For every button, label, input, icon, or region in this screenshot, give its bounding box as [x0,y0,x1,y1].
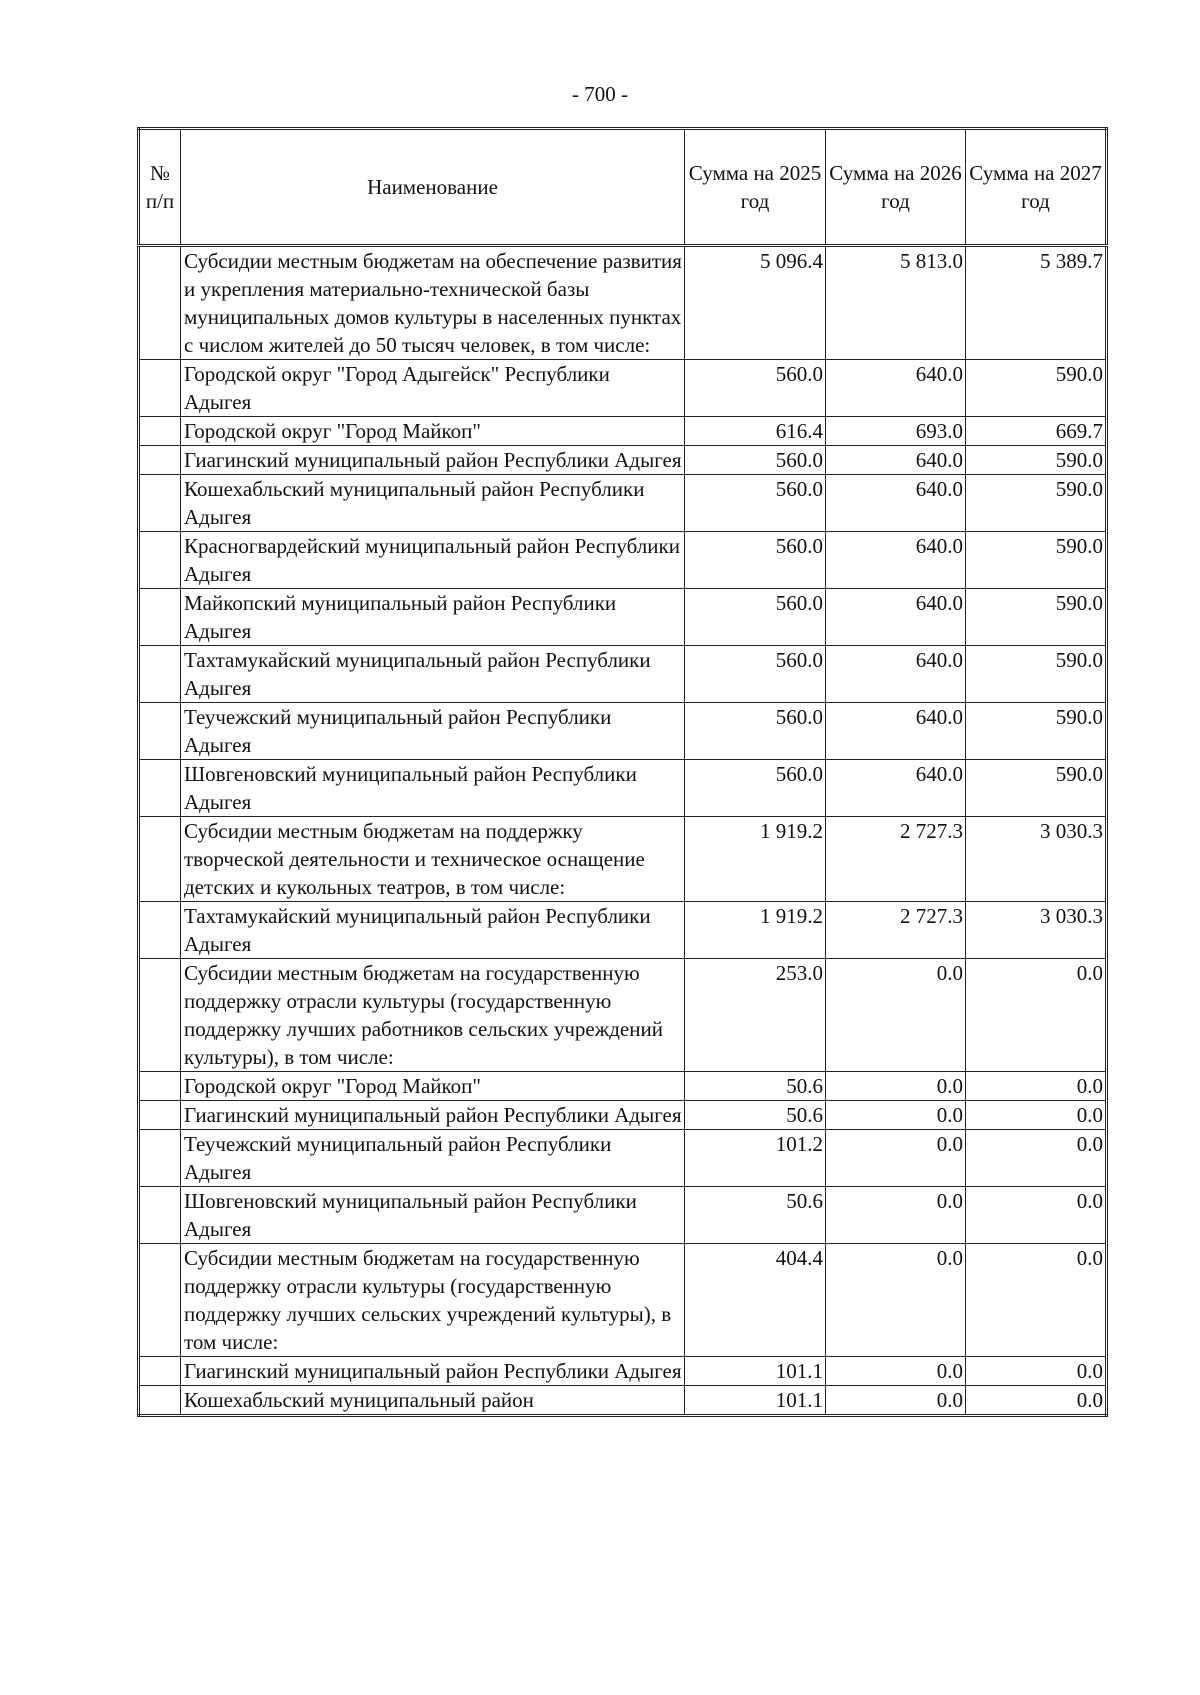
cell-name: Субсидии местным бюджетам на государственную поддержку отрасли культуры (государственную поддержку лучших работников сельских учреждений культуры), в том числе: [181,959,685,1072]
cell-no [139,902,181,959]
cell-name: Майкопский муниципальный район Республики Адыгея [181,589,685,646]
cell-name: Городской округ "Город Майкоп" [181,417,685,446]
cell-name: Субсидии местным бюджетам на обеспечение развития и укрепления материально-технической базы муниципальных домов культуры в населенных пунктах с числом жителей до 50 тысяч человек, в том числе: [181,246,685,360]
cell-2027: 669.7 [966,417,1107,446]
cell-2027: 0.0 [966,1357,1107,1386]
cell-no [139,475,181,532]
cell-2026: 640.0 [826,446,966,475]
table-row [139,475,1107,532]
cell-2025: 5 096.4 [685,246,826,360]
header-2026: Сумма на 2026 год [826,129,966,246]
cell-2025: 616.4 [685,417,826,446]
cell-name: Тахтамукайский муниципальный район Республики Адыгея [181,646,685,703]
cell-2027: 590.0 [966,446,1107,475]
cell-2027: 590.0 [966,646,1107,703]
table-row [139,532,1107,589]
table-row [139,959,1107,1072]
cell-name: Теучежский муниципальный район Республики Адыгея [181,703,685,760]
table-header [139,129,1107,246]
page-number: - 700 - [572,82,628,106]
cell-2026: 5 813.0 [826,246,966,360]
cell-2025: 1 919.2 [685,817,826,902]
cell-2026: 0.0 [826,1187,966,1244]
cell-2026: 0.0 [826,1244,966,1357]
cell-name: Теучежский муниципальный район Республики Адыгея [181,1130,685,1187]
cell-2025: 560.0 [685,589,826,646]
table-row [139,360,1107,417]
cell-no [139,1072,181,1101]
cell-no [139,417,181,446]
table-row [139,760,1107,817]
cell-no [139,1101,181,1130]
cell-no [139,1244,181,1357]
table-row [139,1244,1107,1357]
cell-2026: 640.0 [826,703,966,760]
cell-2026: 0.0 [826,1386,966,1416]
cell-2026: 0.0 [826,1101,966,1130]
cell-name: Красногвардейский муниципальный район Республики Адыгея [181,532,685,589]
cell-2026: 0.0 [826,959,966,1072]
table-row [139,1130,1107,1187]
cell-name: Шовгеновский муниципальный район Республики Адыгея [181,1187,685,1244]
cell-2027: 3 030.3 [966,902,1107,959]
cell-name: Кошехабльский муниципальный район Республики Адыгея [181,475,685,532]
cell-no [139,703,181,760]
header-no: № п/п [139,129,181,246]
cell-2026: 640.0 [826,532,966,589]
table-row [139,589,1107,646]
cell-2027: 590.0 [966,760,1107,817]
cell-2027: 0.0 [966,959,1107,1072]
cell-name: Гиагинский муниципальный район Республики Адыгея [181,1101,685,1130]
cell-2025: 560.0 [685,475,826,532]
cell-no [139,959,181,1072]
header-name: Наименование [181,129,685,246]
cell-2025: 560.0 [685,760,826,817]
header-2027: Сумма на 2027 год [966,129,1107,246]
table-row [139,246,1107,360]
cell-2025: 560.0 [685,703,826,760]
cell-name: Городской округ "Город Адыгейск" Республики Адыгея [181,360,685,417]
cell-2026: 640.0 [826,360,966,417]
cell-2025: 560.0 [685,360,826,417]
cell-2027: 0.0 [966,1244,1107,1357]
cell-no [139,646,181,703]
cell-2027: 0.0 [966,1187,1107,1244]
cell-2026: 0.0 [826,1357,966,1386]
cell-2025: 404.4 [685,1244,826,1357]
cell-no [139,817,181,902]
cell-2027: 3 030.3 [966,817,1107,902]
cell-name: Тахтамукайский муниципальный район Республики Адыгея [181,902,685,959]
cell-name: Городской округ "Город Майкоп" [181,1072,685,1101]
cell-no [139,246,181,360]
budget-table [137,127,1108,1417]
cell-2027: 5 389.7 [966,246,1107,360]
cell-2027: 590.0 [966,475,1107,532]
cell-2025: 560.0 [685,446,826,475]
table-row [139,902,1107,959]
cell-no [139,1386,181,1416]
cell-2027: 0.0 [966,1386,1107,1416]
cell-no [139,760,181,817]
cell-2027: 590.0 [966,703,1107,760]
cell-2025: 101.2 [685,1130,826,1187]
cell-no [139,1187,181,1244]
cell-2025: 560.0 [685,532,826,589]
cell-2025: 50.6 [685,1187,826,1244]
table-row [139,1072,1107,1101]
cell-2026: 0.0 [826,1072,966,1101]
table-row [139,646,1107,703]
cell-2027: 590.0 [966,532,1107,589]
cell-2026: 693.0 [826,417,966,446]
cell-2026: 640.0 [826,646,966,703]
cell-2027: 0.0 [966,1101,1107,1130]
cell-2025: 50.6 [685,1101,826,1130]
cell-2025: 1 919.2 [685,902,826,959]
cell-2025: 101.1 [685,1357,826,1386]
cell-2026: 640.0 [826,589,966,646]
cell-no [139,532,181,589]
cell-2025: 101.1 [685,1386,826,1416]
header-2025: Сумма на 2025 год [685,129,826,246]
cell-2025: 50.6 [685,1072,826,1101]
cell-2025: 560.0 [685,646,826,703]
table-row [139,1357,1107,1386]
cell-name: Гиагинский муниципальный район Республики Адыгея [181,1357,685,1386]
cell-no [139,1130,181,1187]
cell-name: Субсидии местным бюджетам на государственную поддержку отрасли культуры (государственную поддержку лучших сельских учреждений культуры), в том числе: [181,1244,685,1357]
cell-name: Субсидии местным бюджетам на поддержку творческой деятельности и техническое оснащение детских и кукольных театров, в том числе: [181,817,685,902]
table-row [139,1386,1107,1416]
cell-2026: 0.0 [826,1130,966,1187]
table-row [139,417,1107,446]
cell-no [139,446,181,475]
cell-2026: 2 727.3 [826,817,966,902]
cell-2026: 640.0 [826,475,966,532]
cell-no [139,360,181,417]
cell-2026: 2 727.3 [826,902,966,959]
cell-2025: 253.0 [685,959,826,1072]
cell-no [139,1357,181,1386]
table-row [139,1187,1107,1244]
cell-2026: 640.0 [826,760,966,817]
table-row [139,817,1107,902]
cell-2027: 0.0 [966,1072,1107,1101]
table-body [139,246,1107,1416]
cell-2027: 0.0 [966,1130,1107,1187]
cell-2027: 590.0 [966,360,1107,417]
cell-name: Гиагинский муниципальный район Республики Адыгея [181,446,685,475]
table-row [139,703,1107,760]
table-row [139,1101,1107,1130]
cell-2027: 590.0 [966,589,1107,646]
table-row [139,446,1107,475]
cell-no [139,589,181,646]
cell-name: Шовгеновский муниципальный район Республики Адыгея [181,760,685,817]
cell-name: Кошехабльский муниципальный район [181,1386,685,1416]
